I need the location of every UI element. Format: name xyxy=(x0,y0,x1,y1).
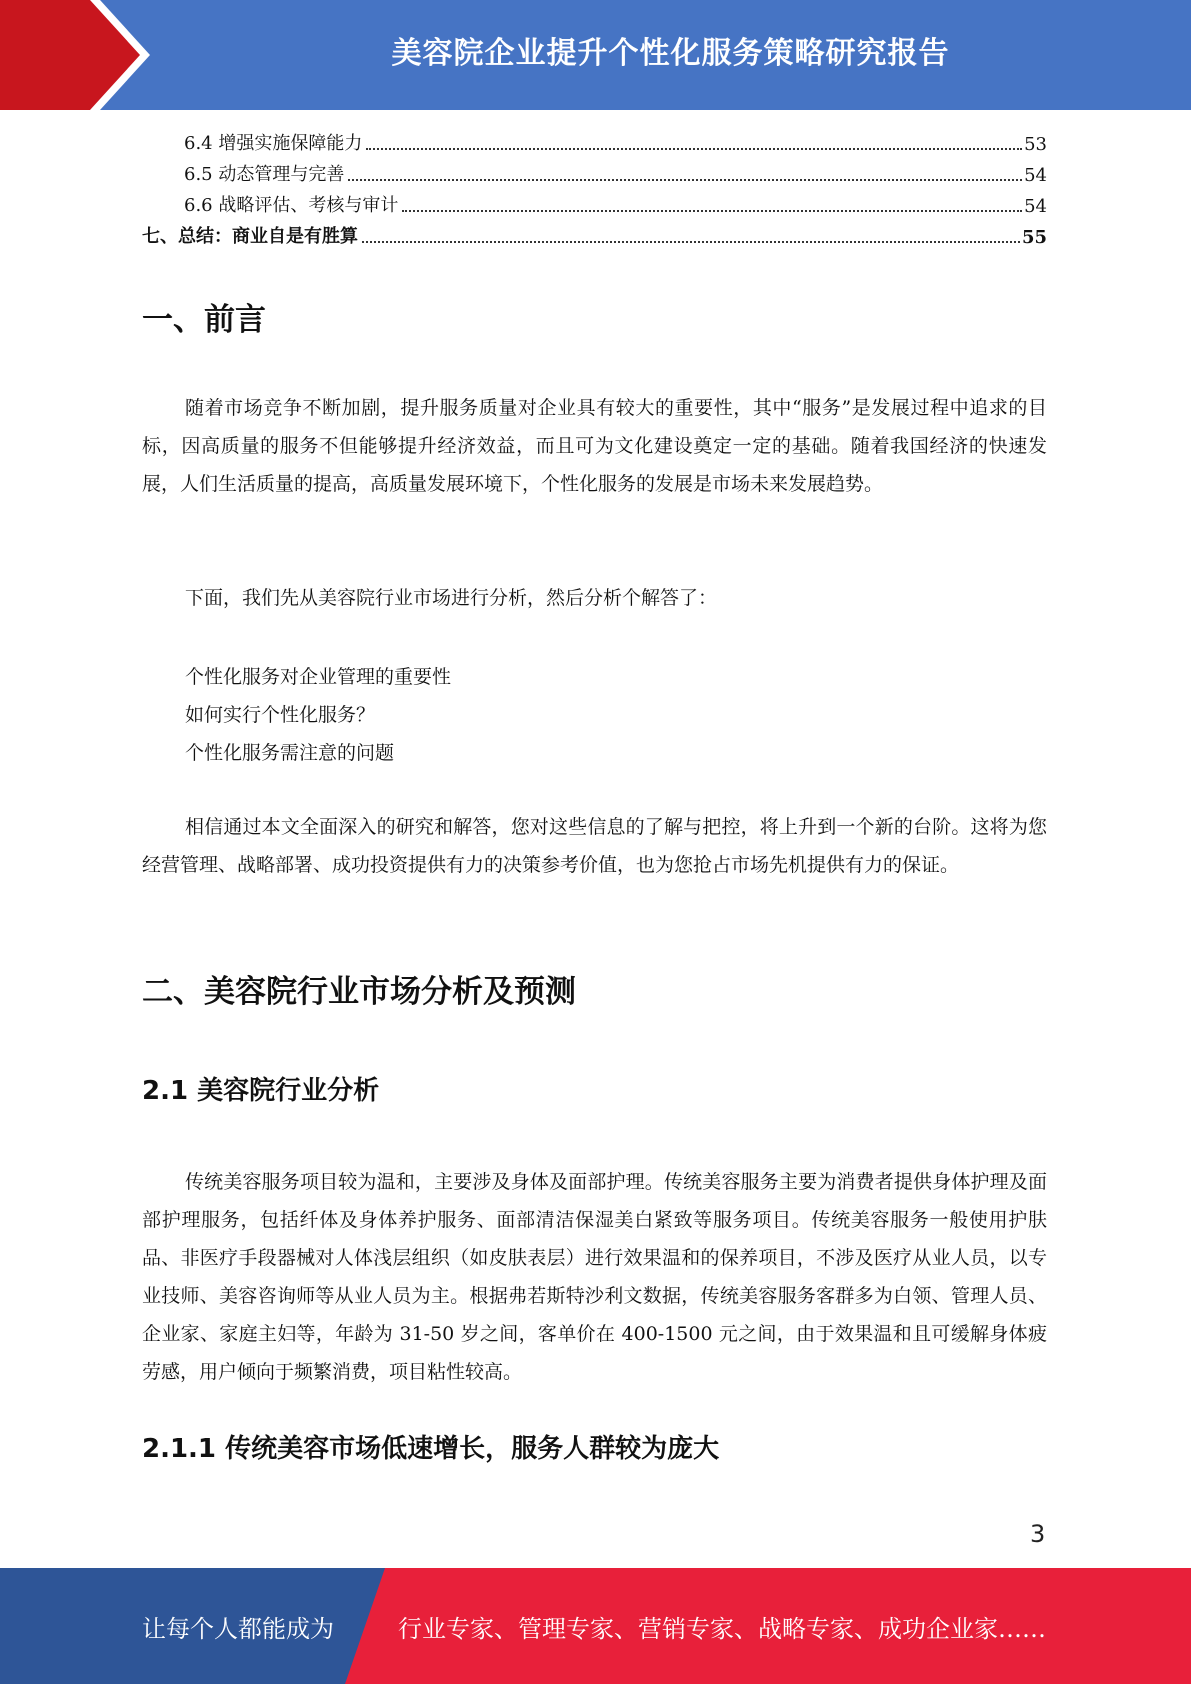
preface-paragraph-3: 相信通过本文全面深入的研究和解答，您对这些信息的了解与把控，将上升到一个新的台阶。这将为您经营管理、战略部署、成功投资提供有力的决策参考价值，也为您抢占市场先机提供有力的保证。 xyxy=(142,816,1047,876)
footer-slogan-left: 让每个人都能成为 xyxy=(142,1614,334,1643)
toc-entry[interactable] xyxy=(142,131,1047,155)
toc-label: 七、总结：商业自是有胜算 xyxy=(142,226,358,247)
toc-entry[interactable] xyxy=(142,193,1047,217)
subsection-heading-2-1: 2.1 美容院行业分析 xyxy=(142,1076,380,1106)
footer-band xyxy=(0,1568,1191,1684)
toc-page: 54 xyxy=(1024,196,1047,217)
toc-label: 6.5 动态管理与完善 xyxy=(184,164,345,185)
header-band xyxy=(0,0,1191,110)
toc-entry[interactable] xyxy=(142,224,1047,248)
list-item: 个性化服务对企业管理的重要性 xyxy=(185,666,452,688)
section-heading-market: 二、美容院行业市场分析及预测 xyxy=(142,974,576,1010)
industry-paragraph: 传统美容服务项目较为温和，主要涉及身体及面部护理。传统美容服务主要为消费者提供身体护理及面部护理服务，包括纤体及身体养护服务、面部清洁保湿美白紧致等服务项目。传统美容服务一般使用护肤品、非医疗手段器械对人体浅层组织（如皮肤表层）进行效果温和的保养项目，不涉及医疗从业人员，以专业技师、美容咨询师等从业人员为主。根据弗若斯特沙利文数据，传统美容服务客群多为白领、管理人员、企业家、家庭主妇等，年龄为 31-50 岁之间，客单价在 400-1500 元之间，由于效果温和且可缓解身体疲劳感，用户倾向于频繁消费，项目粘性较高。 xyxy=(142,1171,1047,1383)
toc-page: 54 xyxy=(1024,165,1047,186)
subsection-heading-2-1-1: 2.1.1 传统美容市场低速增长，服务人群较为庞大 xyxy=(142,1434,720,1464)
preface-paragraph-2: 下面，我们先从美容院行业市场进行分析，然后分析个解答了： xyxy=(185,587,718,609)
toc-page: 55 xyxy=(1021,227,1047,248)
toc-page: 53 xyxy=(1024,134,1047,155)
toc-leader xyxy=(362,241,1020,243)
report-title: 美容院企业提升个性化服务策略研究报告 xyxy=(391,36,950,71)
toc-leader xyxy=(402,210,1022,212)
toc-leader xyxy=(366,148,1022,150)
toc-entry[interactable] xyxy=(142,162,1047,186)
list-item: 如何实行个性化服务？ xyxy=(185,704,376,726)
toc-label: 6.6 战略评估、考核与审计 xyxy=(184,195,399,216)
toc-leader xyxy=(348,179,1022,181)
header-arrow-icon xyxy=(0,0,160,110)
footer-slogan-right: 行业专家、管理专家、营销专家、战略专家、成功企业家…… xyxy=(398,1614,1046,1643)
preface-paragraph-1: 随着市场竞争不断加剧，提升服务质量对企业具有较大的重要性，其中“服务”是发展过程中追求的目标，因高质量的服务不但能够提升经济效益，而且可为文化建设奠定一定的基础。随着我国经济的快速发展，人们生活质量的提高，高质量发展环境下，个性化服务的发展是市场未来发展趋势。 xyxy=(142,397,1047,495)
page-number: 3 xyxy=(1030,1520,1046,1548)
toc-label: 6.4 增强实施保障能力 xyxy=(184,133,363,154)
list-item: 个性化服务需注意的问题 xyxy=(185,742,395,764)
section-heading-preface: 一、前言 xyxy=(142,302,266,338)
